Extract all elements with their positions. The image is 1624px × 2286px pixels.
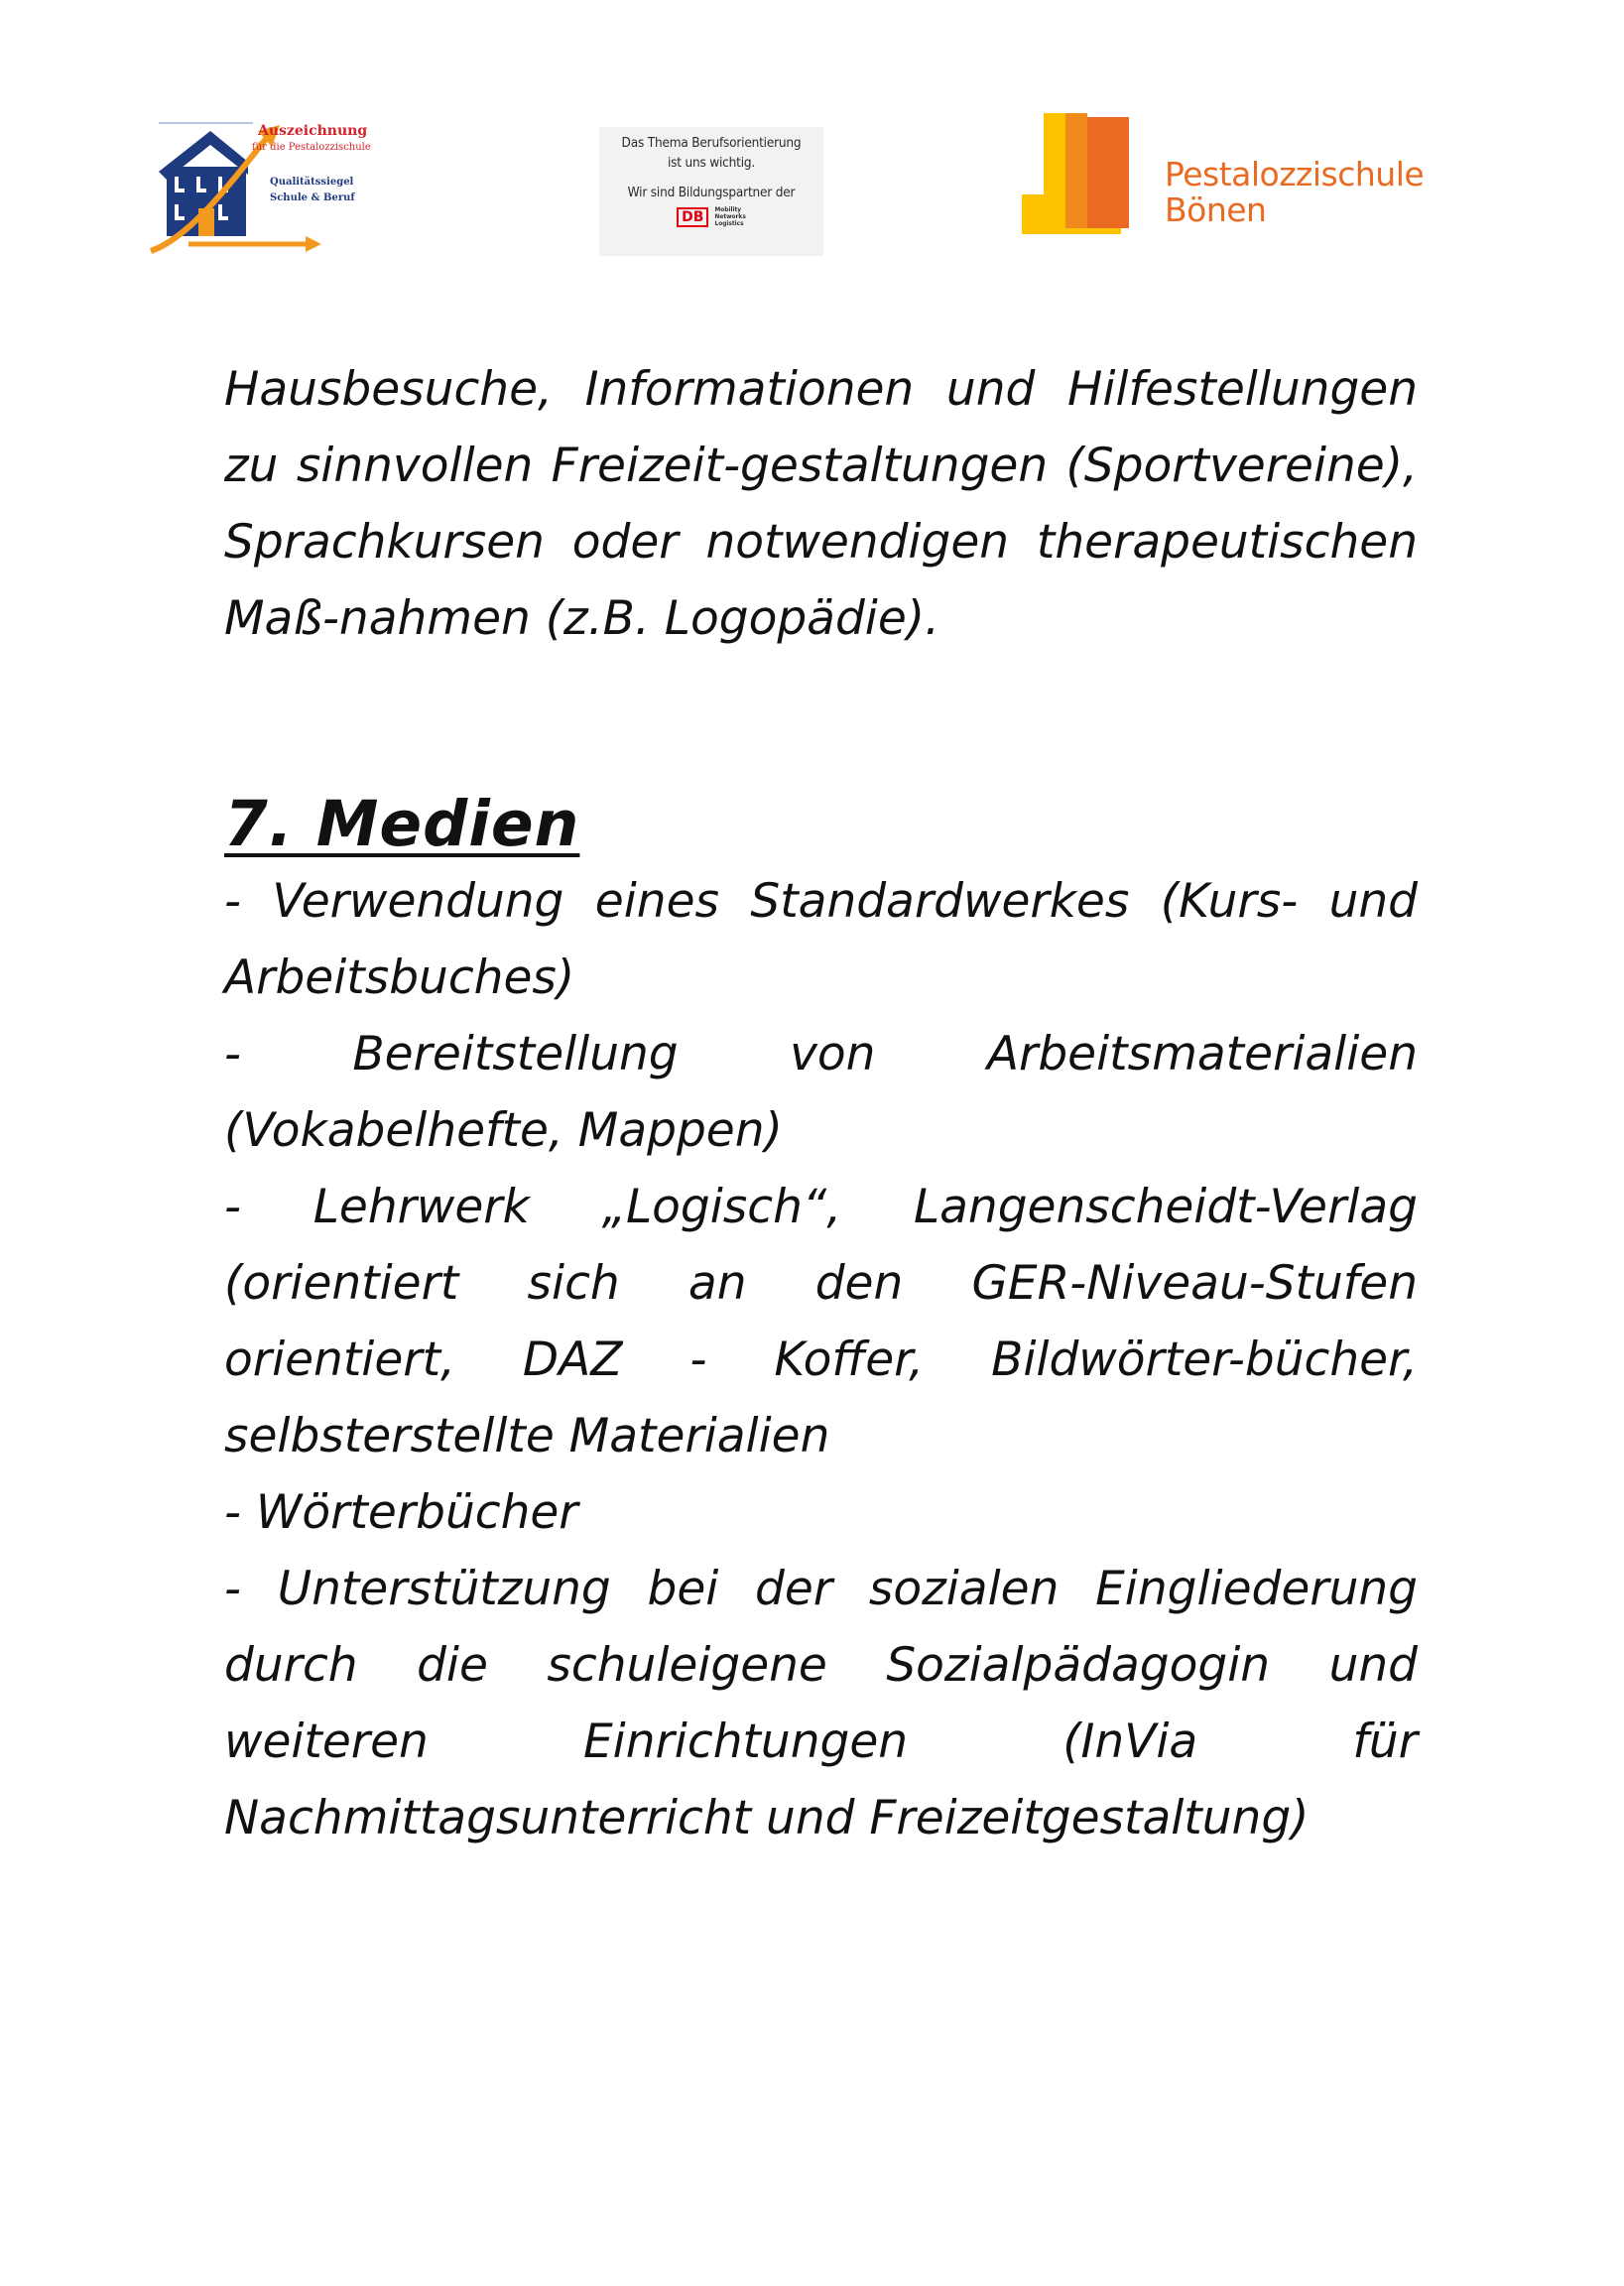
school-name (1165, 157, 1424, 228)
list-item: - Verwendung eines Standardwerkes (Kurs- und Arbeitsbuches) (224, 874, 1418, 1005)
award-subtitle: für die Pestalozzischule (252, 142, 371, 153)
db-sub-1: Mobility (714, 205, 742, 213)
db-sub-2: Networks (714, 212, 746, 220)
db-sub-3: Logistics (714, 219, 744, 227)
list-item: - Unterstützung bei der sozialen Eingliederung durch die schuleigene Sozialpädagogin und weiteren Einrichtungen (InVia für Nachmittagsunterricht und Freizeitgestaltung) (224, 1562, 1418, 1845)
section-heading: 7. Medien (224, 788, 580, 860)
school-name-line-2: Bönen (1165, 190, 1267, 229)
list-item: - Bereitstellung von Arbeitsmaterialien (Vokabelhefte, Mappen) (224, 1027, 1418, 1158)
seal-line-1: Qualitätssiegel (270, 177, 354, 188)
db-logo (599, 206, 823, 227)
pestalozzischule-logo (1022, 111, 1425, 240)
list-item: - Wörterbücher (224, 1485, 578, 1540)
bildungspartner-logo (599, 127, 823, 256)
seal-line-2: Schule & Beruf (270, 192, 355, 203)
award-title: Auszeichnung (258, 123, 368, 139)
db-mark: DB (677, 207, 708, 227)
list-item: - Lehrwerk „Logisch“, Langenscheidt-Verlag (orientiert sich an den GER-Niveau-Stufen orientiert, DAZ - Koffer, Bildwörter-bücher, selbsterstellte Materialien (224, 1180, 1418, 1463)
partner-line-2: ist uns wichtig. (667, 155, 756, 171)
db-subtitle (714, 206, 745, 227)
school-mark-icon (1022, 113, 1129, 234)
intro-paragraph: Hausbesuche, Informationen und Hilfestellungen zu sinnvollen Freizeit-gestaltungen (Sportvereine), Sprachkursen oder notwendigen therapeutischen Maß-nahmen (z.B. Logopädie). (224, 362, 1418, 646)
document-body (224, 351, 1418, 1856)
partner-line-1: Das Thema Berufsorientierung (621, 135, 802, 151)
qualitaetssiegel-logo (149, 117, 372, 256)
partner-line-3: Wir sind Bildungspartner der (627, 185, 796, 200)
school-name-line-1: Pestalozzischule (1165, 155, 1425, 193)
